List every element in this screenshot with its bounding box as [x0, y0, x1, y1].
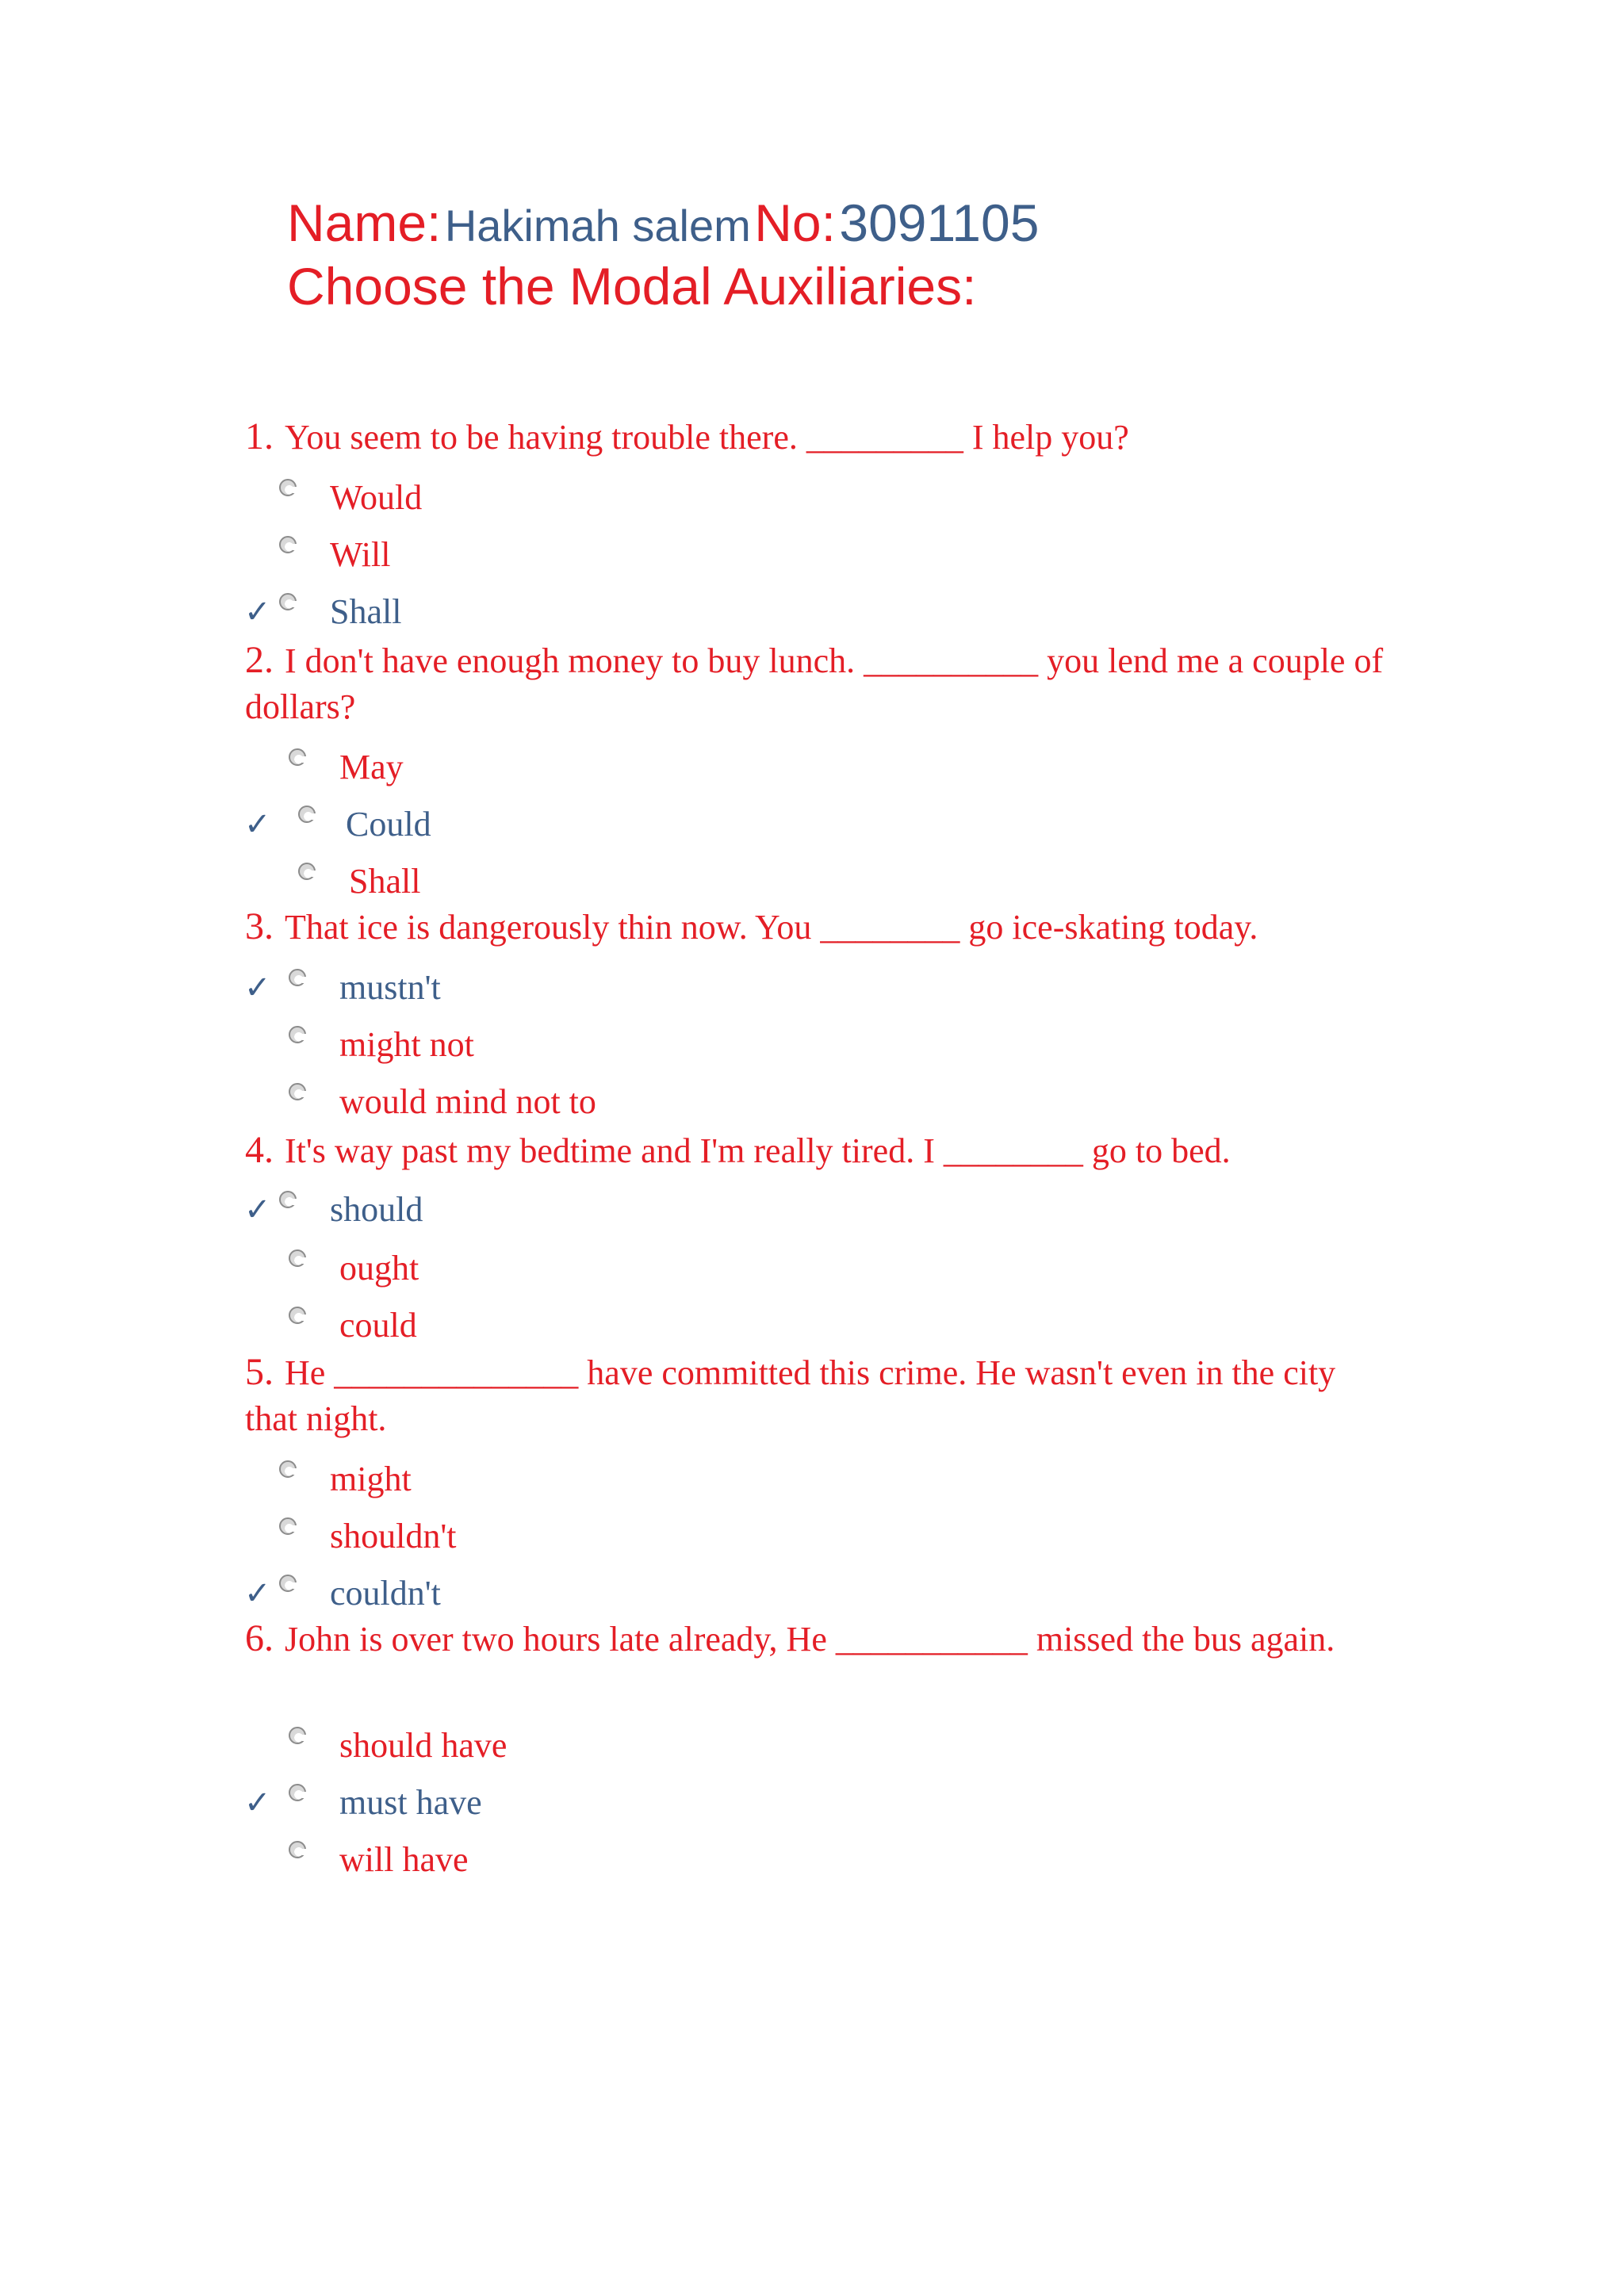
answer-option[interactable]	[0, 1188, 793, 1232]
name-value: Hakimah salem	[444, 201, 751, 251]
radio-button-icon[interactable]	[279, 1575, 297, 1592]
answer-option[interactable]	[0, 1571, 793, 1616]
radio-button-icon[interactable]	[289, 748, 306, 766]
option-label: should have	[339, 1726, 508, 1765]
answer-option[interactable]	[0, 802, 793, 847]
radio-button-icon[interactable]	[289, 969, 306, 986]
answer-option[interactable]	[0, 966, 793, 1010]
radio-button-icon[interactable]	[289, 1784, 306, 1801]
question-text: You seem to be having trouble there. _________ I help you?	[285, 418, 1129, 457]
check-mark-icon: ✓	[244, 806, 271, 843]
worksheet-title-line	[287, 257, 1039, 316]
question-5	[245, 1349, 1387, 1442]
answer-option[interactable]	[0, 590, 793, 634]
answer-option[interactable]	[0, 1514, 793, 1559]
option-label: will have	[339, 1840, 469, 1879]
option-label: Could	[346, 805, 431, 844]
radio-button-icon[interactable]	[298, 863, 316, 880]
worksheet-title: Choose the Modal Auxiliaries:	[287, 257, 977, 316]
option-label: mustn't	[339, 968, 441, 1007]
answer-option[interactable]	[0, 476, 793, 520]
question-4	[245, 1127, 1387, 1174]
radio-button-icon[interactable]	[289, 1727, 306, 1744]
worksheet-header	[287, 193, 1040, 316]
name-line	[287, 193, 1040, 260]
question-1	[245, 414, 1387, 461]
check-mark-icon: ✓	[244, 1575, 271, 1612]
answer-option[interactable]	[0, 1838, 793, 1882]
question-text: That ice is dangerously thin now. You ________ go ice-skating today.	[285, 908, 1258, 947]
name-label: Name:	[287, 193, 442, 252]
answer-option[interactable]	[0, 1080, 793, 1124]
radio-button-icon[interactable]	[279, 1517, 297, 1535]
option-label: might not	[339, 1025, 474, 1064]
radio-button-icon[interactable]	[279, 1191, 297, 1208]
answer-option[interactable]	[0, 1781, 793, 1825]
check-mark-icon: ✓	[244, 1192, 271, 1228]
radio-button-icon[interactable]	[279, 536, 297, 553]
question-number: 5.	[245, 1351, 274, 1393]
question-number: 2.	[245, 639, 274, 681]
option-label: should	[330, 1190, 423, 1229]
radio-button-icon[interactable]	[298, 806, 316, 823]
option-label: couldn't	[330, 1574, 441, 1613]
radio-button-icon[interactable]	[279, 479, 297, 496]
option-label: Shall	[349, 862, 421, 901]
option-label: must have	[339, 1783, 482, 1822]
option-label: could	[339, 1306, 417, 1345]
option-label: ought	[339, 1249, 419, 1288]
radio-button-icon[interactable]	[289, 1249, 306, 1267]
question-text: I don't have enough money to buy lunch. __________ you lend me a couple of dollars?	[245, 641, 1384, 726]
question-number: 1.	[245, 415, 274, 457]
question-3	[245, 904, 1387, 951]
answer-option[interactable]	[0, 1023, 793, 1067]
number-label: No:	[754, 193, 836, 252]
check-mark-icon: ✓	[244, 594, 271, 630]
answer-option[interactable]	[0, 533, 793, 577]
check-mark-icon: ✓	[244, 970, 271, 1006]
answer-option[interactable]	[0, 1724, 793, 1768]
radio-button-icon[interactable]	[289, 1083, 306, 1100]
question-number: 4.	[245, 1129, 274, 1171]
answer-option[interactable]	[0, 1457, 793, 1502]
option-label: would mind not to	[339, 1082, 596, 1121]
radio-button-icon[interactable]	[289, 1841, 306, 1858]
answer-option[interactable]	[0, 1303, 793, 1348]
answer-option[interactable]	[0, 1246, 793, 1291]
answer-option[interactable]	[0, 859, 793, 904]
radio-button-icon[interactable]	[279, 593, 297, 610]
question-2	[245, 637, 1387, 730]
option-label: shouldn't	[330, 1517, 457, 1556]
radio-button-icon[interactable]	[289, 1026, 306, 1043]
number-value: 3091105	[839, 193, 1040, 252]
question-text: It's way past my bedtime and I'm really tired. I ________ go to bed.	[285, 1131, 1231, 1170]
option-label: Would	[330, 478, 423, 517]
question-number: 3.	[245, 905, 274, 947]
question-text: He ______________ have committed this crime. He wasn't even in the city that night.	[245, 1353, 1336, 1438]
option-label: might	[330, 1460, 412, 1498]
question-6	[245, 1616, 1387, 1663]
radio-button-icon[interactable]	[279, 1460, 297, 1478]
question-number: 6.	[245, 1617, 274, 1659]
answer-option[interactable]	[0, 745, 793, 790]
question-text: John is over two hours late already, He ___________ missed the bus again.	[285, 1620, 1335, 1659]
check-mark-icon: ✓	[244, 1785, 271, 1821]
option-label: Will	[330, 535, 391, 574]
option-label: May	[339, 748, 404, 786]
radio-button-icon[interactable]	[289, 1307, 306, 1324]
option-label: Shall	[330, 592, 402, 631]
